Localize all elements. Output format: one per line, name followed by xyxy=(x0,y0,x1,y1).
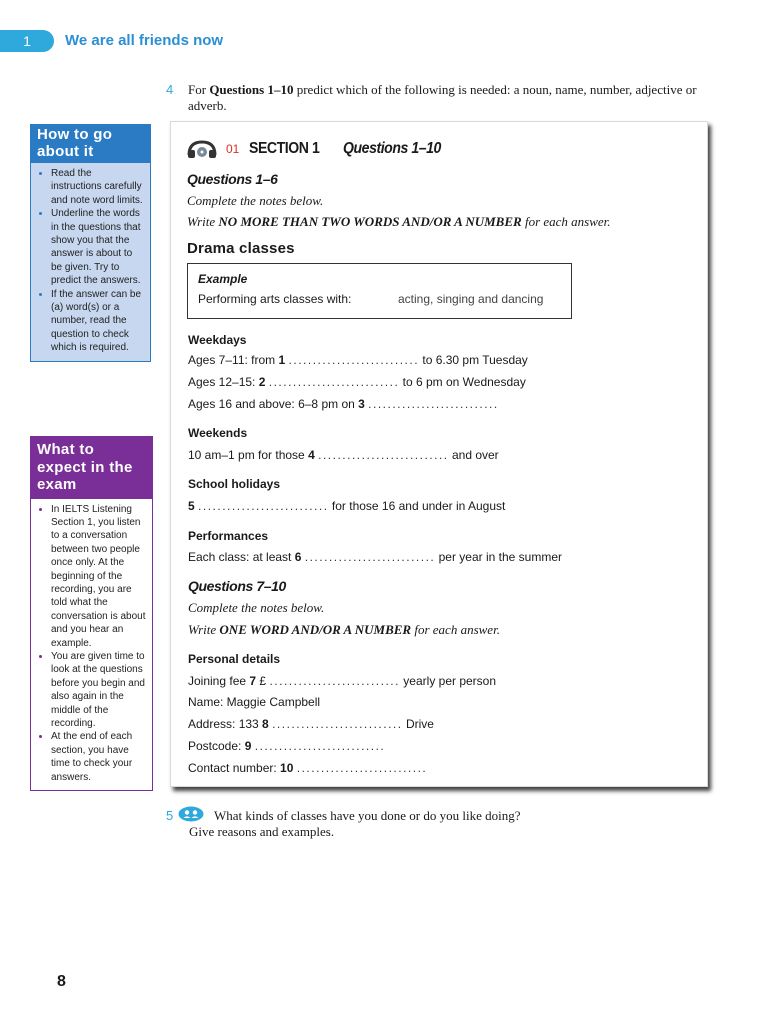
answer-gap[interactable]: ........................... xyxy=(304,550,436,564)
gap-number: 6 xyxy=(294,550,302,564)
gap-number: 10 xyxy=(280,761,294,775)
note-line xyxy=(188,499,505,514)
question-line: Give reasons and examples. xyxy=(189,824,335,839)
drama-classes-title: Drama classes xyxy=(187,240,295,257)
note-text: Ages 16 and above: 6–8 pm on xyxy=(188,397,359,411)
note-line xyxy=(188,397,499,412)
expect-sidebar xyxy=(30,436,153,791)
pair-work-icon xyxy=(178,806,204,822)
weekdays-heading: Weekdays xyxy=(188,333,247,347)
instruction-bold: Questions 1–10 xyxy=(209,82,294,97)
note-text: for those 16 and under in August xyxy=(328,499,506,513)
instruction-prefix: For xyxy=(188,82,210,97)
note-text: Ages 7–11: from xyxy=(188,353,279,367)
instruction-line: Complete the notes below. xyxy=(188,600,325,615)
question-number: 5 xyxy=(166,808,174,823)
instr-pre: Write xyxy=(187,214,219,229)
answer-gap[interactable]: ........................... xyxy=(368,397,499,411)
tip-item: • You are given time to look at the questions before you begin and also again in the middle of the recording. xyxy=(51,650,146,730)
title-line: What to xyxy=(37,441,95,458)
instruction-line xyxy=(187,214,611,230)
how-to-title xyxy=(30,124,151,163)
section-header xyxy=(186,138,455,160)
tip-item: • If the answer can be (a) word(s) or a number, read the question to check which is required. xyxy=(51,288,144,355)
note-text: Drive xyxy=(402,717,434,731)
gap-number: 9 xyxy=(244,739,252,753)
instruction-line xyxy=(188,622,500,638)
personal-details-heading: Personal details xyxy=(188,652,281,666)
holidays-heading: School holidays xyxy=(188,477,281,491)
how-to-body xyxy=(30,163,151,362)
answer-gap[interactable]: ........................... xyxy=(296,761,428,775)
gap-number: 8 xyxy=(262,717,269,731)
title-line: How to go xyxy=(37,126,113,143)
question-line: What kinds of classes have you done or do you like doing? xyxy=(214,808,521,823)
weekends-heading: Weekends xyxy=(188,426,248,440)
note-text: yearly per person xyxy=(399,674,497,688)
gap-number: 1 xyxy=(278,353,286,367)
note-text: Ages 12–15: xyxy=(188,375,259,389)
answer-gap[interactable]: ........................... xyxy=(288,353,420,367)
instr-pre: Write xyxy=(188,622,220,637)
question-4-instruction xyxy=(166,82,706,114)
tip-item: • In IELTS Listening Section 1, you listen to a conversation between two people once only. At the beginning of the recording, you are told what the conversation is about and you hear an example. xyxy=(51,503,146,650)
answer-gap[interactable]: ........................... xyxy=(198,499,329,513)
note-line xyxy=(188,674,496,689)
instr-bold: NO MORE THAN TWO WORDS AND/OR A NUMBER xyxy=(218,214,522,229)
track-number: 01 xyxy=(226,142,240,156)
answer-gap[interactable]: ........................... xyxy=(269,674,400,688)
expect-body xyxy=(30,499,153,792)
note-text: to 6 pm on Wednesday xyxy=(399,375,526,389)
instruction-rest: predict which of the following is needed: a noun, name, number, adjective or adverb. xyxy=(188,82,697,113)
answer-gap[interactable]: ........................... xyxy=(254,739,386,753)
unit-title: We are all friends now xyxy=(65,32,224,49)
audio-cd-icon xyxy=(186,139,218,159)
instr-post: for each answer. xyxy=(521,214,611,229)
expect-title xyxy=(30,436,153,499)
note-text: 10 am–1 pm for those xyxy=(188,448,309,462)
tip-item: • Read the instructions carefully and note word limits. xyxy=(51,167,144,207)
title-line: about it xyxy=(37,143,94,160)
title-line: exam xyxy=(37,476,77,493)
question-number: 4 xyxy=(166,82,174,97)
instr-bold: ONE WORD AND/OR A NUMBER xyxy=(219,622,412,637)
note-line xyxy=(188,739,385,754)
note-text: Contact number: xyxy=(188,761,281,775)
note-line: Name: Maggie Campbell xyxy=(188,695,321,709)
instruction-text xyxy=(188,82,706,114)
how-to-sidebar xyxy=(30,124,151,362)
instruction-line: Complete the notes below. xyxy=(187,193,324,208)
note-text: Joining fee xyxy=(188,674,250,688)
questions-7-10-heading: Questions 7–10 xyxy=(188,578,286,594)
gap-number: 3 xyxy=(358,397,365,411)
section-questions: Questions 1–10 xyxy=(343,140,442,157)
note-text: and over xyxy=(448,448,499,462)
example-answer: acting, singing and dancing xyxy=(398,292,544,306)
tip-item: • At the end of each section, you have time to check your answers. xyxy=(51,730,146,784)
note-text: Address: 133 xyxy=(188,717,263,731)
currency: £ xyxy=(256,674,267,688)
note-line xyxy=(188,717,434,732)
section-title: SECTION 1 xyxy=(249,140,320,157)
note-line xyxy=(188,761,427,776)
note-text: Each class: at least xyxy=(188,550,295,564)
questions-1-6-heading: Questions 1–6 xyxy=(187,171,278,187)
page-number: 8 xyxy=(57,973,66,990)
answer-gap[interactable]: ........................... xyxy=(268,375,400,389)
answer-gap[interactable]: ........................... xyxy=(272,717,403,731)
performances-heading: Performances xyxy=(188,529,269,543)
note-text: to 6.30 pm Tuesday xyxy=(419,353,528,367)
gap-number: 5 xyxy=(188,499,195,513)
tip-item: • Underline the words in the questions that show you that the answer is about to be given. Try to predict the answers. xyxy=(51,207,144,287)
note-line xyxy=(188,550,562,565)
note-line xyxy=(188,353,528,368)
answer-gap[interactable]: ........................... xyxy=(318,448,449,462)
note-line xyxy=(188,375,526,390)
instr-post: for each answer. xyxy=(411,622,500,637)
note-text: per year in the summer xyxy=(435,550,562,564)
gap-number: 2 xyxy=(258,375,266,389)
title-line: expect in the xyxy=(37,458,133,476)
note-text: Postcode: xyxy=(188,739,245,753)
gap-number: 7 xyxy=(249,674,257,688)
example-text: Performing arts classes with: xyxy=(198,292,352,306)
unit-number-tab: 1 xyxy=(0,30,54,52)
gap-number: 4 xyxy=(308,448,315,462)
note-line xyxy=(188,448,499,463)
example-label: Example xyxy=(198,272,248,286)
